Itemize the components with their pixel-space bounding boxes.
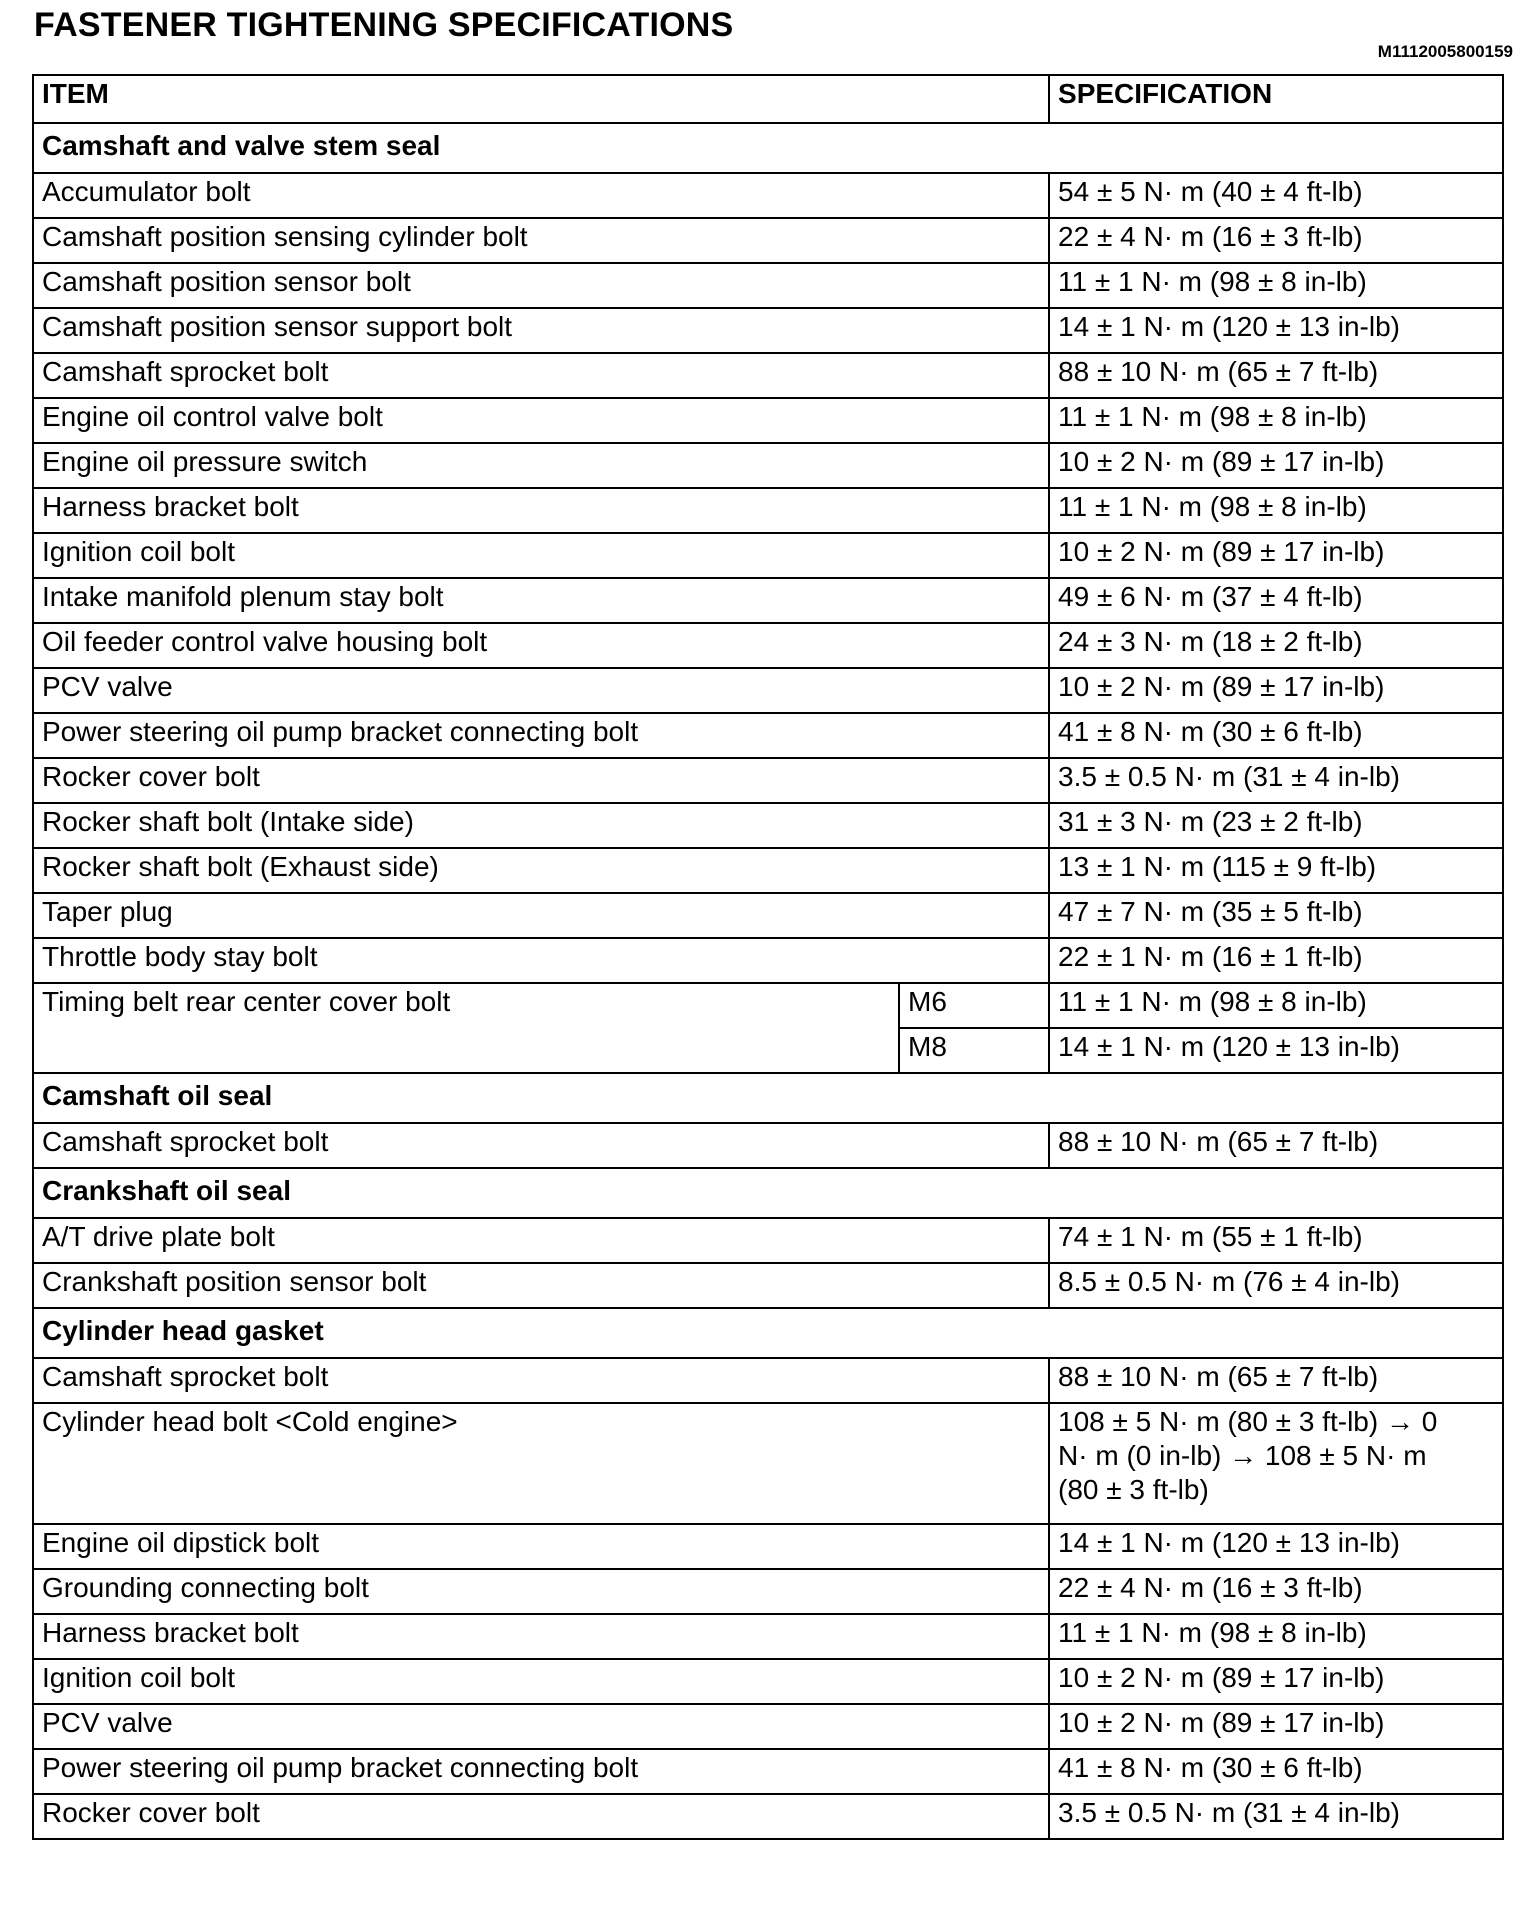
specification-cell: 22 ± 4 N· m (16 ± 3 ft-lb) [1049,218,1503,263]
specification-cell: 22 ± 1 N· m (16 ± 1 ft-lb) [1049,938,1503,983]
specification-cell: 13 ± 1 N· m (115 ± 9 ft-lb) [1049,848,1503,893]
specification-cell: 14 ± 1 N· m (120 ± 13 in-lb) [1049,308,1503,353]
table-row [33,938,1503,983]
item-cell: Ignition coil bolt [33,533,1049,578]
spec-table-body [33,75,1503,1839]
table-row [33,1614,1503,1659]
table-row [33,1358,1503,1403]
table-header-row [33,75,1503,123]
section-heading-row [33,1308,1503,1358]
specification-cell: 108 ± 5 N· m (80 ± 3 ft-lb) → 0 N· m (0 in-lb) → 108 ± 5 N· m (80 ± 3 ft-lb) [1049,1403,1503,1524]
specification-cell: 11 ± 1 N· m (98 ± 8 in-lb) [1049,1614,1503,1659]
table-row [33,623,1503,668]
item-cell: Rocker shaft bolt (Intake side) [33,803,1049,848]
header-item: ITEM [33,75,1049,123]
item-cell: Rocker shaft bolt (Exhaust side) [33,848,1049,893]
specification-cell: 14 ± 1 N· m (120 ± 13 in-lb) [1049,1028,1503,1073]
table-row [33,1794,1503,1839]
table-row [33,353,1503,398]
section-title: Crankshaft oil seal [33,1168,1503,1218]
item-cell: Timing belt rear center cover bolt [33,983,899,1073]
table-row [33,578,1503,623]
table-row [33,848,1503,893]
table-row [33,758,1503,803]
size-cell: M6 [899,983,1049,1028]
item-cell: Taper plug [33,893,1049,938]
specification-cell: 49 ± 6 N· m (37 ± 4 ft-lb) [1049,578,1503,623]
item-cell: PCV valve [33,668,1049,713]
table-row [33,173,1503,218]
item-cell: Harness bracket bolt [33,488,1049,533]
specification-cell: 10 ± 2 N· m (89 ± 17 in-lb) [1049,668,1503,713]
item-cell: Engine oil dipstick bolt [33,1524,1049,1569]
specification-cell: 88 ± 10 N· m (65 ± 7 ft-lb) [1049,1358,1503,1403]
section-title: Cylinder head gasket [33,1308,1503,1358]
table-row [33,713,1503,758]
section-title: Camshaft oil seal [33,1073,1503,1123]
specification-cell: 47 ± 7 N· m (35 ± 5 ft-lb) [1049,893,1503,938]
table-row [33,1524,1503,1569]
specification-cell: 10 ± 2 N· m (89 ± 17 in-lb) [1049,443,1503,488]
item-cell: Camshaft sprocket bolt [33,1358,1049,1403]
table-row [33,443,1503,488]
page-title: FASTENER TIGHTENING SPECIFICATIONS [34,6,734,44]
item-cell: Cylinder head bolt <Cold engine> [33,1403,1049,1524]
item-cell: Engine oil control valve bolt [33,398,1049,443]
table-row [33,1403,1503,1524]
specification-cell: 11 ± 1 N· m (98 ± 8 in-lb) [1049,488,1503,533]
item-cell: Grounding connecting bolt [33,1569,1049,1614]
item-cell: Camshaft sprocket bolt [33,1123,1049,1168]
specification-cell: 10 ± 2 N· m (89 ± 17 in-lb) [1049,1704,1503,1749]
item-cell: Ignition coil bolt [33,1659,1049,1704]
section-heading-row [33,123,1503,173]
table-row [33,1749,1503,1794]
section-heading-row [33,1073,1503,1123]
table-row [33,803,1503,848]
item-cell: Power steering oil pump bracket connecting bolt [33,1749,1049,1794]
table-row [33,668,1503,713]
table-row [33,308,1503,353]
item-cell: Camshaft position sensor bolt [33,263,1049,308]
specification-cell: 11 ± 1 N· m (98 ± 8 in-lb) [1049,398,1503,443]
table-row [33,263,1503,308]
spec-table [32,74,1504,1840]
section-heading-row [33,1168,1503,1218]
specification-cell: 88 ± 10 N· m (65 ± 7 ft-lb) [1049,353,1503,398]
table-row [33,488,1503,533]
specification-cell: 74 ± 1 N· m (55 ± 1 ft-lb) [1049,1218,1503,1263]
table-row [33,218,1503,263]
specification-cell: 11 ± 1 N· m (98 ± 8 in-lb) [1049,263,1503,308]
specification-cell: 8.5 ± 0.5 N· m (76 ± 4 in-lb) [1049,1263,1503,1308]
section-title: Camshaft and valve stem seal [33,123,1503,173]
item-cell: Camshaft position sensor support bolt [33,308,1049,353]
item-cell: Camshaft position sensing cylinder bolt [33,218,1049,263]
table-row [33,1569,1503,1614]
item-cell: Engine oil pressure switch [33,443,1049,488]
table-row [33,1263,1503,1308]
item-cell: PCV valve [33,1704,1049,1749]
specification-cell: 14 ± 1 N· m (120 ± 13 in-lb) [1049,1524,1503,1569]
item-cell: Throttle body stay bolt [33,938,1049,983]
item-cell: Oil feeder control valve housing bolt [33,623,1049,668]
table-row [33,893,1503,938]
item-cell: Rocker cover bolt [33,1794,1049,1839]
item-cell: Camshaft sprocket bolt [33,353,1049,398]
specification-cell: 41 ± 8 N· m (30 ± 6 ft-lb) [1049,1749,1503,1794]
document-id: M1112005800159 [1377,42,1513,61]
table-row [33,533,1503,578]
table-row [33,1704,1503,1749]
specification-cell: 31 ± 3 N· m (23 ± 2 ft-lb) [1049,803,1503,848]
item-cell: Crankshaft position sensor bolt [33,1263,1049,1308]
specification-cell: 88 ± 10 N· m (65 ± 7 ft-lb) [1049,1123,1503,1168]
table-row [33,398,1503,443]
item-cell: Intake manifold plenum stay bolt [33,578,1049,623]
specification-cell: 11 ± 1 N· m (98 ± 8 in-lb) [1049,983,1503,1028]
specification-cell: 3.5 ± 0.5 N· m (31 ± 4 in-lb) [1049,1794,1503,1839]
item-cell: Accumulator bolt [33,173,1049,218]
table-row [33,1123,1503,1168]
table-row [33,1218,1503,1263]
specification-cell: 3.5 ± 0.5 N· m (31 ± 4 in-lb) [1049,758,1503,803]
item-cell: A/T drive plate bolt [33,1218,1049,1263]
item-cell: Harness bracket bolt [33,1614,1049,1659]
size-cell: M8 [899,1028,1049,1073]
specification-cell: 10 ± 2 N· m (89 ± 17 in-lb) [1049,533,1503,578]
specification-cell: 41 ± 8 N· m (30 ± 6 ft-lb) [1049,713,1503,758]
header-specification: SPECIFICATION [1049,75,1503,123]
table-row [33,983,1503,1028]
specification-cell: 10 ± 2 N· m (89 ± 17 in-lb) [1049,1659,1503,1704]
item-cell: Rocker cover bolt [33,758,1049,803]
table-row [33,1659,1503,1704]
item-cell: Power steering oil pump bracket connecting bolt [33,713,1049,758]
specification-cell: 54 ± 5 N· m (40 ± 4 ft-lb) [1049,173,1503,218]
specification-cell: 24 ± 3 N· m (18 ± 2 ft-lb) [1049,623,1503,668]
specification-cell: 22 ± 4 N· m (16 ± 3 ft-lb) [1049,1569,1503,1614]
